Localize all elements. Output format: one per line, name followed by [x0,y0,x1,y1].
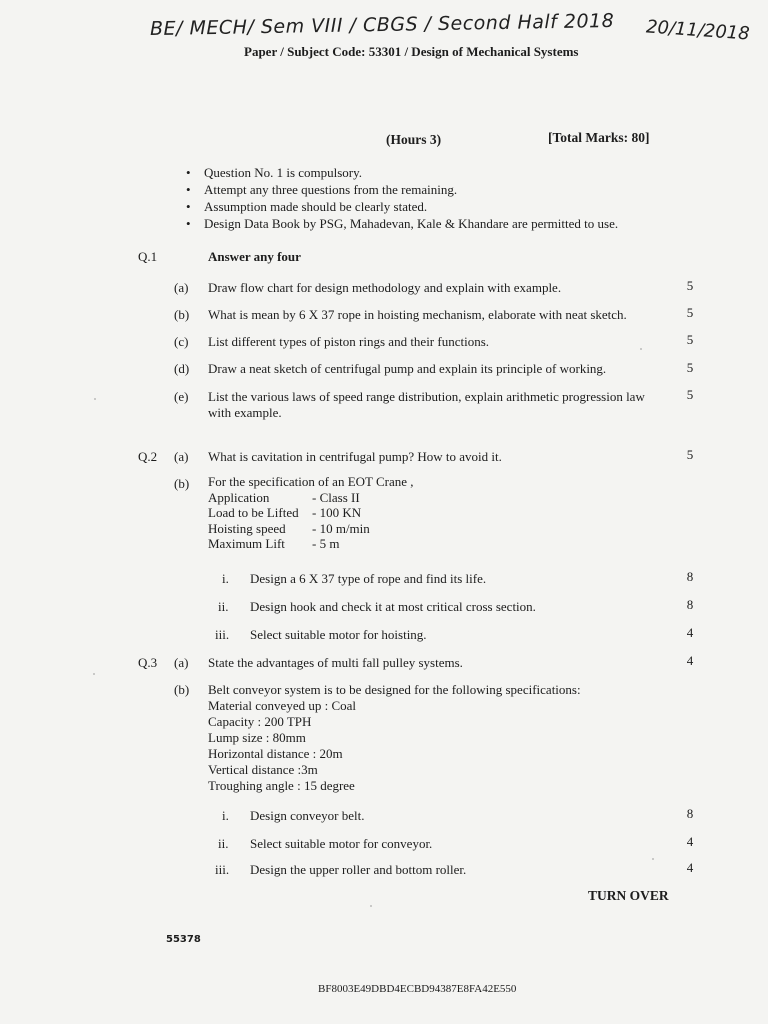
instruction-item: • Assumption made should be clearly stated. [186,198,618,215]
subject-line: Paper / Subject Code: 53301 / Design of Mechanical Systems [244,44,579,59]
spec-key: Maximum Lift [208,536,285,552]
crane-spec-intro: For the specification of an EOT Crane , [208,474,414,489]
scan-speck [640,348,642,350]
q1d-text: Draw a neat sketch of centrifugal pump and explain its principle of working. [208,361,607,376]
q2b-sub: (b) [174,476,190,491]
q1e-text: List the various laws of speed range distribution, explain arithmetic progression law [208,389,645,404]
spec-value: - 5 m [312,536,340,552]
scan-speck [94,398,96,400]
belt-spec-row: Horizontal distance : 20m [208,746,343,761]
q1-heading: Answer any four [208,249,301,264]
belt-spec-row: Lump size : 80mm [208,730,306,745]
q2b-ii-text: Design hook and check it at most critical cross section. [250,599,536,614]
q3b-ii-num: ii. [218,836,229,851]
q3b-ii-marks: 4 [686,834,694,849]
q1a-marks: 5 [686,278,694,293]
q2b-i-text: Design a 6 X 37 type of rope and find its life. [250,571,487,586]
page-code: 55378 [166,934,201,945]
spec-key: Application [208,489,270,505]
q2b-ii-num: ii. [218,599,229,614]
turn-over-note: TURN OVER [588,888,669,903]
q1c-marks: 5 [686,332,694,347]
q2-label: Q.2 [138,449,158,464]
footer-code: BF8003E49DBD4ECBD94387E8FA42E550 [318,983,517,995]
belt-spec-intro: Belt conveyor system is to be designed for the following specifications: [208,682,581,697]
q1d-marks: 5 [686,360,694,375]
crane-spec-row [208,521,414,537]
q1a-sub: (a) [174,280,189,295]
spec-value: - 10 m/min [312,520,370,536]
belt-spec-row: Capacity : 200 TPH [208,714,312,729]
spec-key: Hoisting speed [208,520,286,536]
crane-specification [208,474,414,552]
q3b-iii-num: iii. [215,862,230,877]
q1b-text: What is mean by 6 X 37 rope in hoisting mechanism, elaborate with neat sketch. [208,307,627,322]
belt-spec-row: Material conveyed up : Coal [208,698,357,713]
total-marks: [Total Marks: 80] [548,130,650,145]
q1c-sub: (c) [174,334,189,349]
scan-speck [370,905,372,907]
q2a-text: What is cavitation in centrifugal pump? How to avoid it. [208,449,502,464]
crane-spec-row [208,505,414,521]
q2a-marks: 5 [686,447,694,462]
scan-speck [652,858,654,860]
spec-key: Load to be Lifted [208,505,299,521]
instruction-item: • Question No. 1 is compulsory. [186,164,618,181]
q3b-iii-marks: 4 [686,860,694,875]
instructions-list [186,164,618,232]
q1c-text: List different types of piston rings and their functions. [208,334,490,349]
q3b-sub: (b) [174,682,190,697]
q1-label: Q.1 [138,249,158,264]
q1e-marks: 5 [686,387,694,402]
crane-spec-row [208,490,414,506]
q2b-iii-marks: 4 [686,625,694,640]
q3a-marks: 4 [686,653,694,668]
q1e-text-cont: with example. [208,405,282,420]
spec-value: - 100 KN [312,505,362,521]
spec-value: - Class II [312,489,360,505]
q1b-marks: 5 [686,305,694,320]
q1b-sub: (b) [174,307,190,322]
q1d-sub: (d) [174,361,190,376]
q2b-iii-text: Select suitable motor for hoisting. [250,627,427,642]
handwritten-date: 20/11/2018 [645,16,751,45]
q3b-i-num: i. [222,808,229,823]
q2b-i-marks: 8 [686,569,694,584]
belt-conveyor-specification [208,682,581,794]
crane-spec-row [208,536,414,552]
q3a-sub: (a) [174,655,189,670]
instruction-item: • Design Data Book by PSG, Mahadevan, Kale & Khandare are permitted to use. [186,215,618,232]
scan-speck [93,673,95,675]
q3b-i-text: Design conveyor belt. [250,808,365,823]
q3a-text: State the advantages of multi fall pulley systems. [208,655,463,670]
q2b-iii-num: iii. [215,627,230,642]
q2b-ii-marks: 8 [686,597,694,612]
q3-label: Q.3 [138,655,158,670]
instruction-item: • Attempt any three questions from the remaining. [186,181,618,198]
handwritten-course-header: BE/ MECH/ Sem VIII / CBGS / Second Half 2018 [149,9,615,41]
q1a-text: Draw flow chart for design methodology and explain with example. [208,280,562,295]
belt-spec-row: Troughing angle : 15 degree [208,778,355,793]
q3b-i-marks: 8 [686,806,694,821]
q1e-sub: (e) [174,389,189,404]
q2a-sub: (a) [174,449,189,464]
q3b-iii-text: Design the upper roller and bottom roller. [250,862,467,877]
exam-hours: (Hours 3) [386,132,442,147]
q2b-i-num: i. [222,571,229,586]
q3b-ii-text: Select suitable motor for conveyor. [250,836,433,851]
belt-spec-row: Vertical distance :3m [208,762,318,777]
